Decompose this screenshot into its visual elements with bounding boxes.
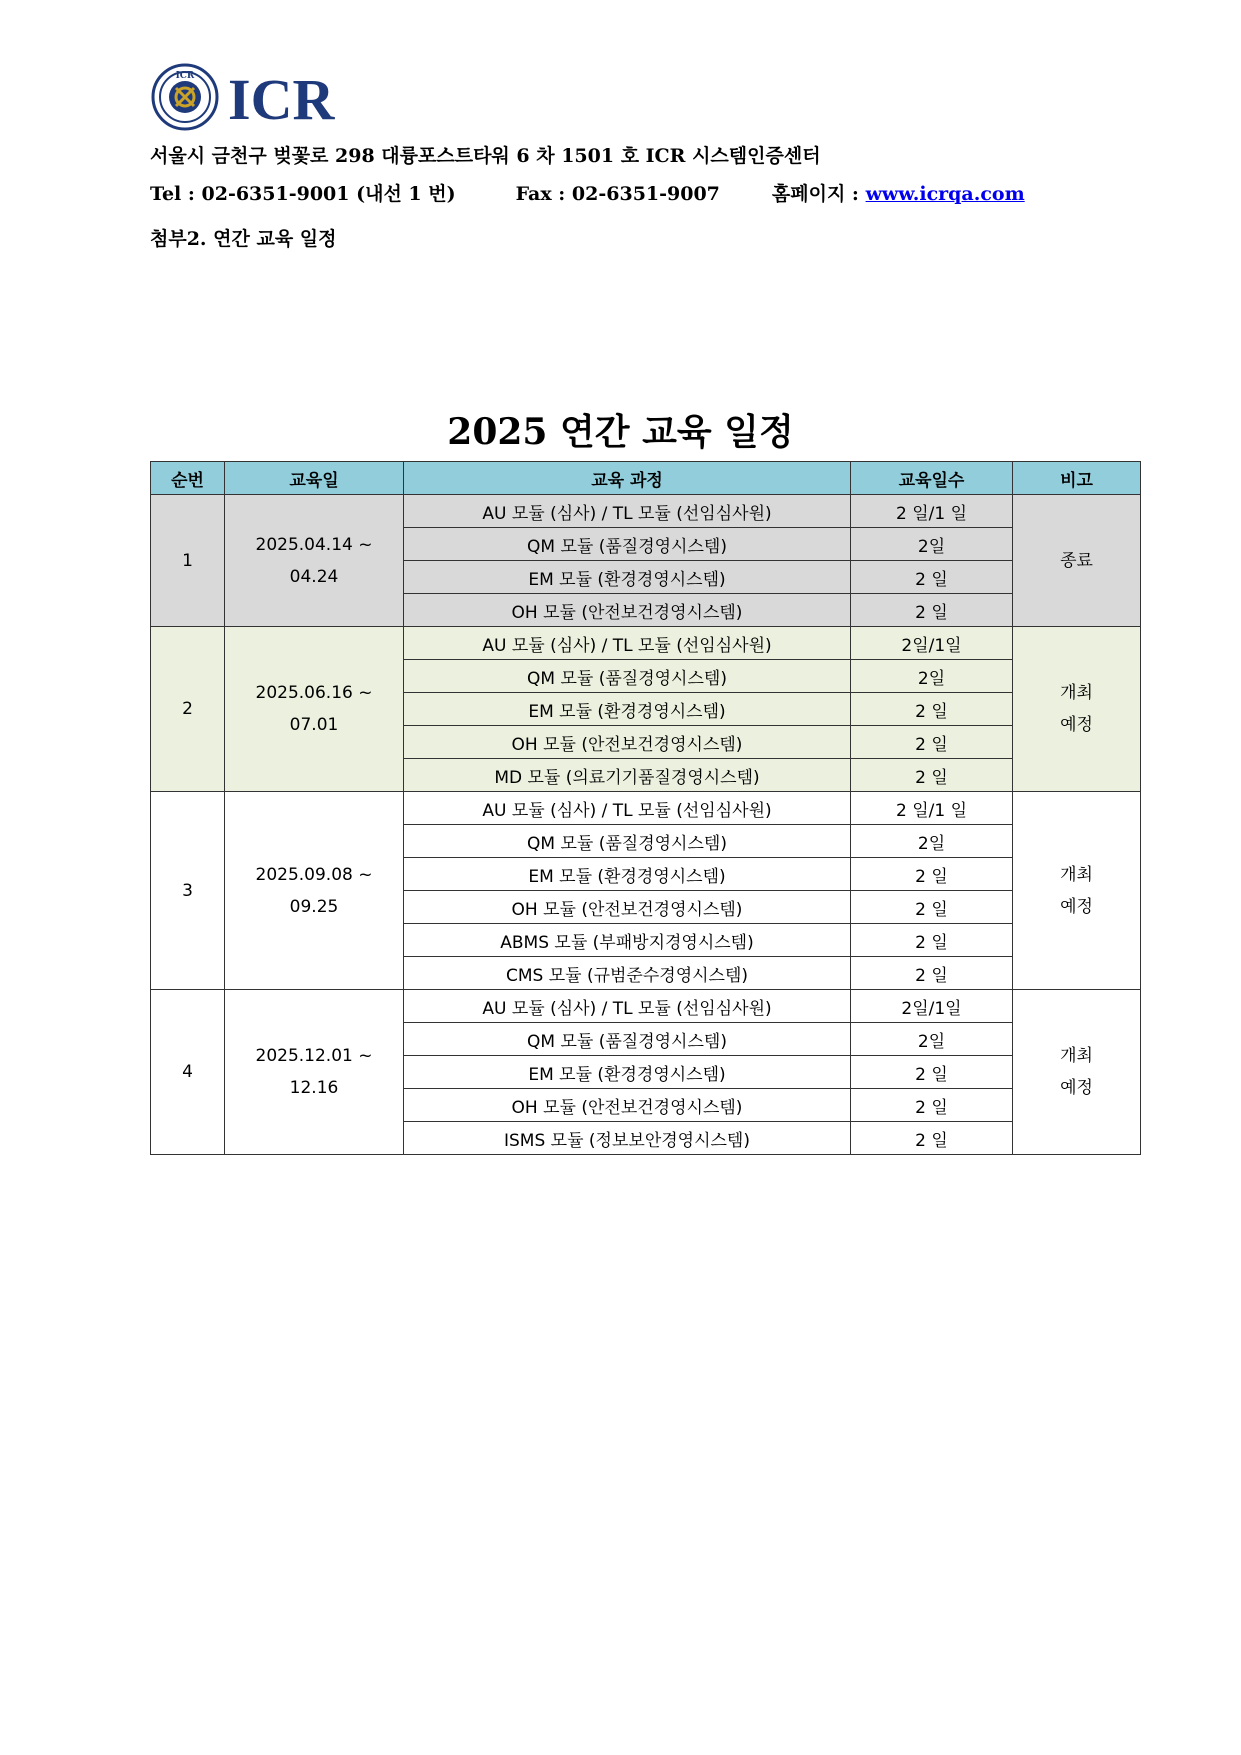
session-dates xyxy=(225,990,404,1155)
course-name: QM 모듈 (품질경영시스템) xyxy=(404,825,851,858)
table-row xyxy=(151,495,1141,528)
table-header-row xyxy=(151,462,1141,495)
session-note xyxy=(1013,990,1141,1155)
column-header-no: 순번 xyxy=(151,462,225,495)
course-days: 2 일 xyxy=(851,1089,1013,1122)
logo-seal-text: ICR xyxy=(175,71,195,81)
page-title: 2025 연간 교육 일정 xyxy=(447,411,794,453)
course-name: AU 모듈 (심사) / TL 모듈 (선임심사원) xyxy=(404,495,851,528)
logo-text: ICR xyxy=(228,67,335,132)
date-start: 2025.12.01 ~ xyxy=(255,1046,373,1066)
session-note xyxy=(1013,792,1141,990)
course-name: MD 모듈 (의료기기품질경영시스템) xyxy=(404,759,851,792)
session-note xyxy=(1013,627,1141,792)
table-row xyxy=(151,792,1141,825)
session-dates xyxy=(225,495,404,627)
session-number: 2 xyxy=(151,627,225,792)
course-name: AU 모듈 (심사) / TL 모듈 (선임심사원) xyxy=(404,792,851,825)
course-days: 2 일 xyxy=(851,759,1013,792)
schedule-table xyxy=(150,461,1141,1155)
session-note xyxy=(1013,495,1141,627)
note-line1: 개최 xyxy=(1060,683,1093,703)
attachment-label: 첨부2. 연간 교육 일정 xyxy=(150,228,337,250)
date-start: 2025.04.14 ~ xyxy=(255,534,373,555)
column-header-date: 교육일 xyxy=(225,462,404,495)
course-days: 2 일 xyxy=(851,561,1013,594)
course-days: 2 일 xyxy=(851,1056,1013,1089)
date-end: 04.24 xyxy=(289,566,339,587)
course-name: CMS 모듈 (규범준수경영시스템) xyxy=(404,957,851,990)
course-days: 2 일 xyxy=(851,726,1013,759)
session-dates xyxy=(225,792,404,990)
course-days: 2일 xyxy=(851,660,1013,693)
course-days: 2 일 xyxy=(851,858,1013,891)
course-name: AU 모듈 (심사) / TL 모듈 (선임심사원) xyxy=(404,627,851,660)
note-line1: 개최 xyxy=(1060,864,1093,885)
course-name: ISMS 모듈 (정보보안경영시스템) xyxy=(404,1122,851,1155)
date-end: 07.01 xyxy=(289,715,339,735)
address-line: 서울시 금천구 벚꽃로 298 대륭포스트타워 6 차 1501 호 ICR 시스템인증센터 xyxy=(150,145,821,167)
course-name: EM 모듈 (환경경영시스템) xyxy=(404,693,851,726)
course-days: 2 일 xyxy=(851,924,1013,957)
course-days: 2 일 xyxy=(851,1122,1013,1155)
homepage-link[interactable]: www.icrqa.com xyxy=(865,183,1025,205)
course-days: 2일/1일 xyxy=(851,990,1013,1023)
table-row xyxy=(151,627,1141,660)
date-end: 12.16 xyxy=(289,1078,339,1098)
course-name: EM 모듈 (환경경영시스템) xyxy=(404,1056,851,1089)
note-line2: 예정 xyxy=(1060,1078,1093,1098)
note-line1: 종료 xyxy=(1060,550,1093,571)
column-header-days: 교육일수 xyxy=(851,462,1013,495)
session-dates xyxy=(225,627,404,792)
course-days: 2 일 xyxy=(851,891,1013,924)
date-start: 2025.06.16 ~ xyxy=(255,683,373,703)
contact-line xyxy=(150,179,1025,206)
date-start: 2025.09.08 ~ xyxy=(255,864,373,885)
course-days: 2 일 xyxy=(851,957,1013,990)
course-name: EM 모듈 (환경경영시스템) xyxy=(404,561,851,594)
course-name: OH 모듈 (안전보건경영시스템) xyxy=(404,594,851,627)
homepage-label: 홈페이지 : xyxy=(771,183,859,205)
session-number: 1 xyxy=(151,495,225,627)
course-days: 2 일 xyxy=(851,594,1013,627)
course-days: 2일 xyxy=(851,1023,1013,1056)
icr-logo xyxy=(150,62,360,132)
table-row xyxy=(151,990,1141,1023)
course-name: OH 모듈 (안전보건경영시스템) xyxy=(404,726,851,759)
note-line2: 예정 xyxy=(1060,715,1093,735)
course-name: AU 모듈 (심사) / TL 모듈 (선임심사원) xyxy=(404,990,851,1023)
course-days: 2일 xyxy=(851,528,1013,561)
note-line1: 개최 xyxy=(1060,1046,1093,1066)
course-name: QM 모듈 (품질경영시스템) xyxy=(404,528,851,561)
course-name: OH 모듈 (안전보건경영시스템) xyxy=(404,891,851,924)
course-days: 2일 xyxy=(851,825,1013,858)
column-header-course: 교육 과정 xyxy=(404,462,851,495)
tel-text: Tel : 02-6351-9001 (내선 1 번) xyxy=(150,183,456,205)
course-name: QM 모듈 (품질경영시스템) xyxy=(404,660,851,693)
fax-text: Fax : 02-6351-9007 xyxy=(515,183,720,205)
course-days: 2 일/1 일 xyxy=(851,792,1013,825)
column-header-note: 비고 xyxy=(1013,462,1141,495)
course-name: QM 모듈 (품질경영시스템) xyxy=(404,1023,851,1056)
note-line2: 예정 xyxy=(1060,896,1093,917)
date-end: 09.25 xyxy=(289,896,339,917)
course-name: ABMS 모듈 (부패방지경영시스템) xyxy=(404,924,851,957)
session-number: 3 xyxy=(151,792,225,990)
course-name: EM 모듈 (환경경영시스템) xyxy=(404,858,851,891)
session-number: 4 xyxy=(151,990,225,1155)
course-days: 2일/1일 xyxy=(851,627,1013,660)
course-days: 2 일 xyxy=(851,693,1013,726)
course-days: 2 일/1 일 xyxy=(851,495,1013,528)
course-name: OH 모듈 (안전보건경영시스템) xyxy=(404,1089,851,1122)
